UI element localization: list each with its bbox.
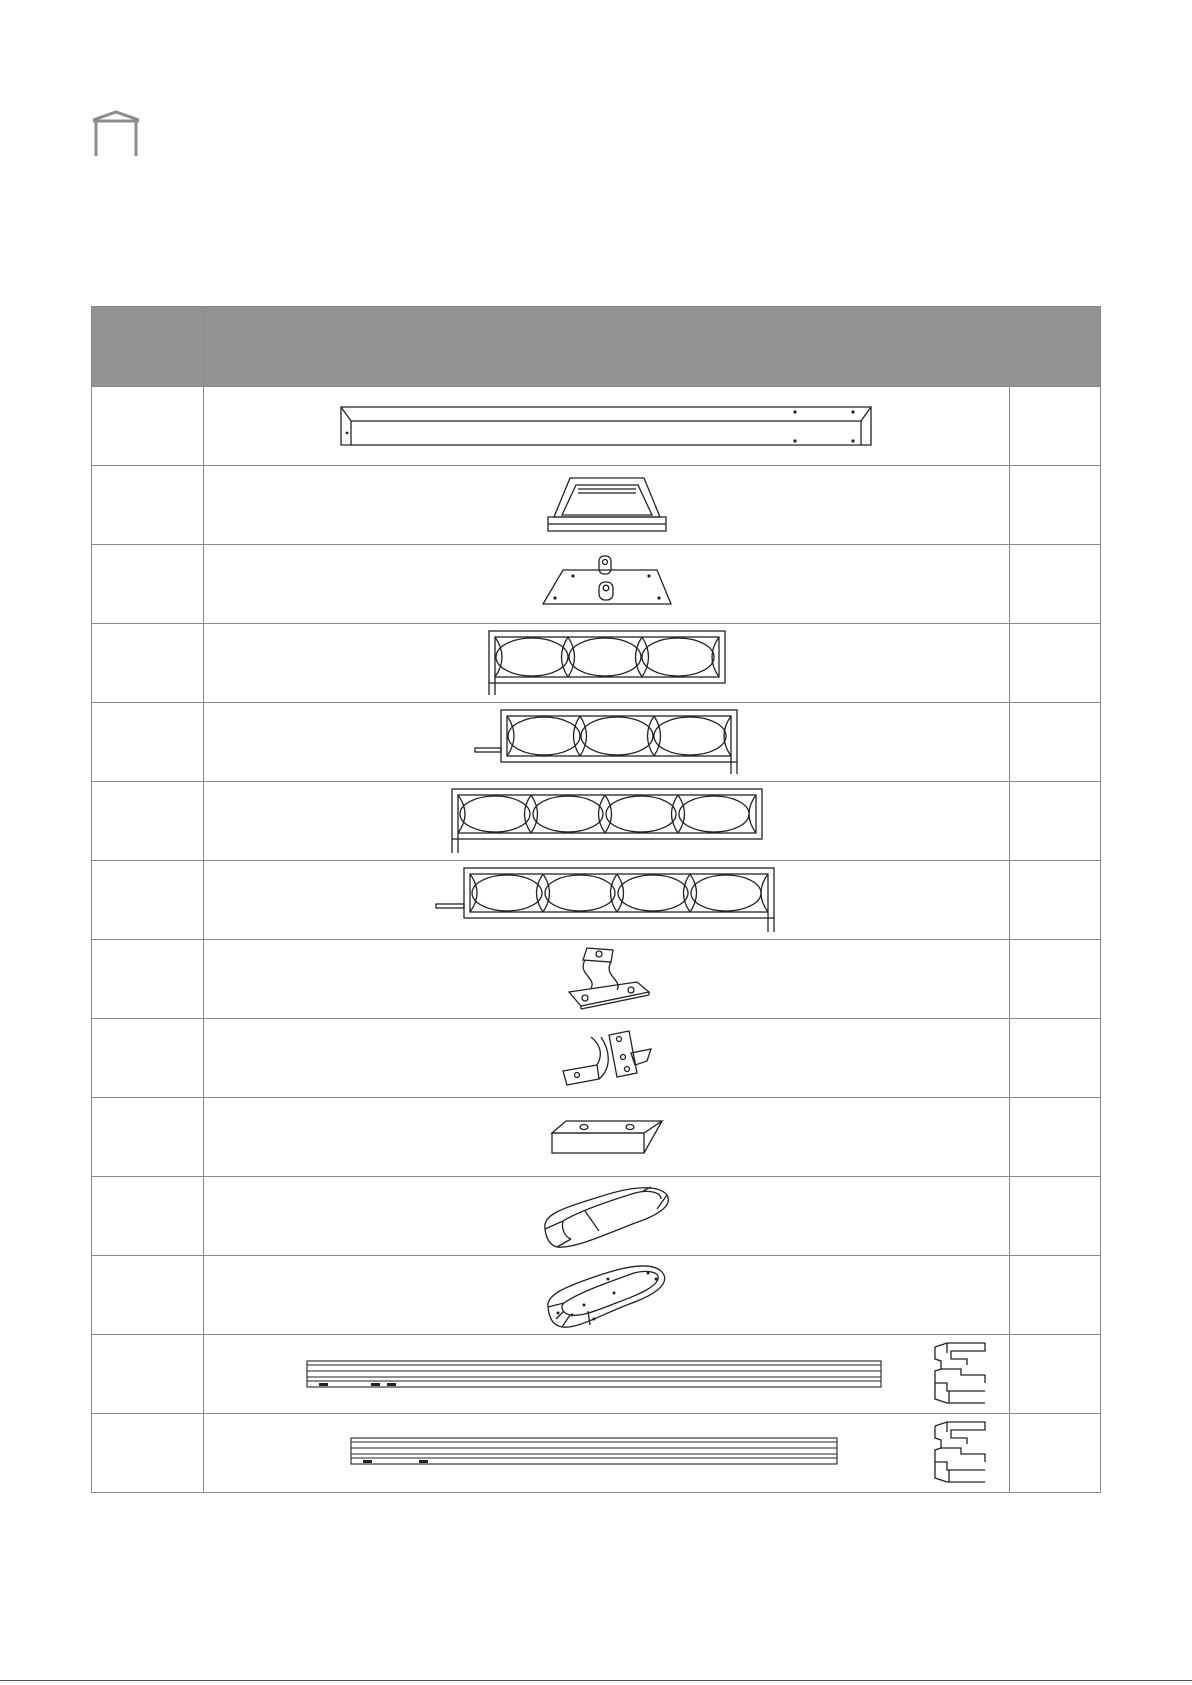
header-image	[204, 307, 1010, 387]
square-beam-icon	[337, 401, 877, 451]
part-code	[92, 387, 204, 466]
decorative-panel-4-left-icon	[448, 785, 766, 857]
base-plate-icon	[537, 552, 677, 616]
table-row	[92, 1335, 1101, 1414]
part-qty	[1010, 1414, 1101, 1493]
table-row	[92, 1019, 1101, 1098]
table-row	[92, 1098, 1101, 1177]
part-qty	[1010, 1177, 1101, 1256]
part-qty	[1010, 387, 1101, 466]
table-row	[92, 1177, 1101, 1256]
angle-plate-icon	[548, 1117, 666, 1157]
decorative-panel-3-right-icon	[473, 706, 741, 778]
table-row	[92, 861, 1101, 940]
pergola-icon	[91, 110, 141, 158]
part-code	[92, 1335, 204, 1414]
long-profile-rail-icon	[207, 1339, 1007, 1409]
table-row	[92, 624, 1101, 703]
table-row	[92, 782, 1101, 861]
table-row	[92, 1414, 1101, 1493]
part-qty	[1010, 1019, 1101, 1098]
table-row	[92, 466, 1101, 545]
decorative-panel-3-left-icon	[485, 627, 729, 699]
part-code	[92, 861, 204, 940]
part-code	[92, 1414, 204, 1493]
table-row	[92, 940, 1101, 1019]
part-qty	[1010, 1256, 1101, 1335]
part-code	[92, 466, 204, 545]
post-cap-icon	[542, 473, 672, 537]
part-qty	[1010, 624, 1101, 703]
table-header	[92, 307, 1101, 387]
part-code	[92, 703, 204, 782]
part-qty	[1010, 782, 1101, 861]
part-qty	[1010, 861, 1101, 940]
part-code	[92, 1098, 204, 1177]
short-profile-rail-icon	[207, 1418, 1007, 1488]
part-code	[92, 1256, 204, 1335]
part-qty	[1010, 703, 1101, 782]
part-qty	[1010, 1335, 1101, 1414]
part-code	[92, 1019, 204, 1098]
table-row	[92, 545, 1101, 624]
oval-base-icon	[544, 1257, 670, 1333]
page-footer-rule	[0, 1680, 1192, 1681]
table-row	[92, 1256, 1101, 1335]
part-qty	[1010, 1098, 1101, 1177]
part-qty	[1010, 466, 1101, 545]
part-code	[92, 782, 204, 861]
decorative-panel-4-right-icon	[434, 864, 780, 936]
part-qty	[1010, 545, 1101, 624]
parts-table	[91, 306, 1101, 1493]
part-qty	[1010, 940, 1101, 1019]
part-code	[92, 545, 204, 624]
table-row	[92, 703, 1101, 782]
offset-bracket-icon	[557, 944, 657, 1014]
header-qty	[1010, 307, 1101, 387]
table-row	[92, 387, 1101, 466]
header-code	[92, 307, 204, 387]
angled-bracket-icon	[557, 1025, 657, 1091]
part-code	[92, 940, 204, 1019]
part-code	[92, 1177, 204, 1256]
part-code	[92, 624, 204, 703]
oval-cover-icon	[539, 1179, 675, 1253]
